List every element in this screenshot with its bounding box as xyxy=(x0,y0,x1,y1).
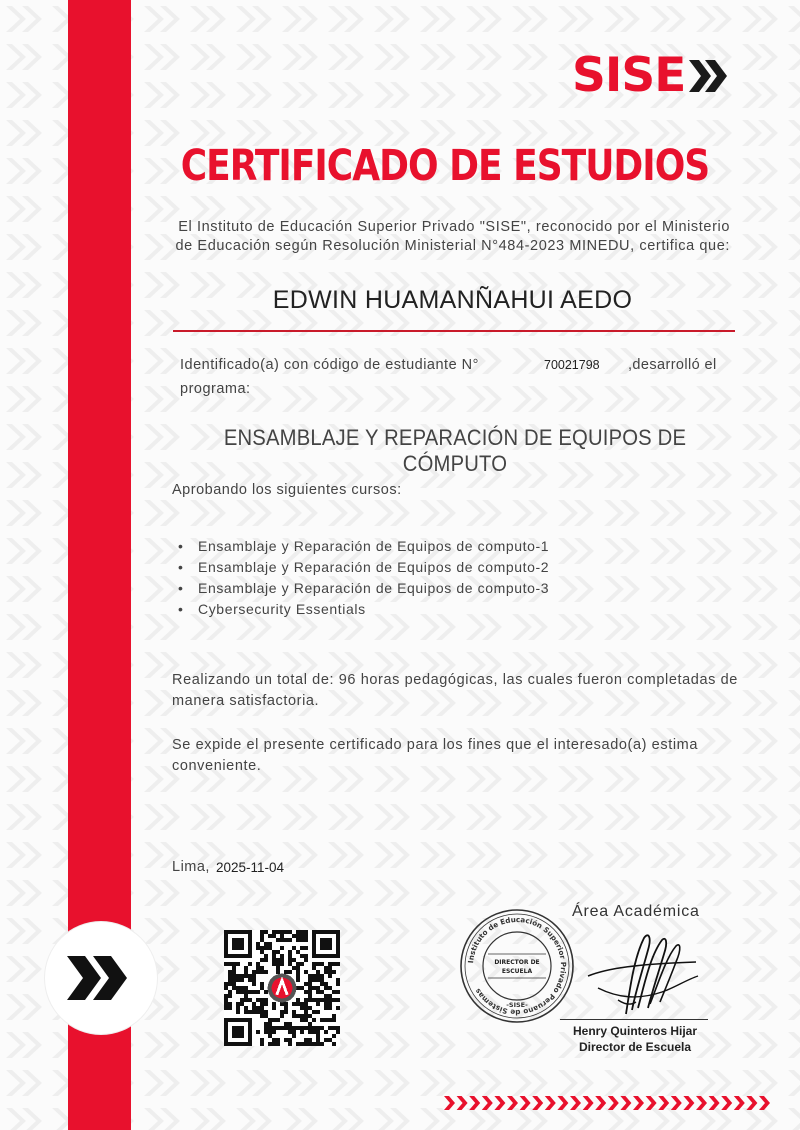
bullet: • xyxy=(178,559,184,575)
signature-line xyxy=(560,1019,708,1020)
intro-paragraph: El Instituto de Educación Superior Privado "SISE", reconocido por el Ministerio de Educación según Resolución Ministerial N°484-2023 MINEDU, certifica que: xyxy=(175,219,730,254)
signature-icon xyxy=(578,928,708,1020)
bullet: • xyxy=(178,580,184,596)
seal-stamp-icon xyxy=(458,907,576,1025)
course-name: Ensamblaje y Reparación de Equipos de computo-1 xyxy=(198,538,550,554)
list-item xyxy=(178,536,549,557)
issue-place: Lima, xyxy=(172,859,210,875)
list-item xyxy=(178,557,549,578)
list-item xyxy=(178,578,549,599)
issued-paragraph: Se expide el presente certificado para los fines que el interesado(a) estima conveniente. xyxy=(172,737,698,774)
qr-code-icon xyxy=(224,930,340,1046)
certificate-title: CERTIFICADO DE ESTUDIOS xyxy=(180,142,710,191)
list-item xyxy=(178,599,549,620)
name-underline xyxy=(173,330,735,332)
brand-badge xyxy=(45,922,157,1034)
seal-center-line1: DIRECTOR DE xyxy=(494,959,540,966)
logo-chevron-icon xyxy=(689,56,731,96)
signer-name: Henry Quinteros Hijar xyxy=(572,1024,698,1038)
student-name: EDWIN HUAMANÑAHUI AEDO xyxy=(272,286,633,314)
student-id-line2: programa: xyxy=(180,381,251,397)
logo-wordmark: SISE xyxy=(572,48,686,103)
student-id-suffix: ,desarrolló el xyxy=(628,357,717,373)
courses-intro: Aprobando los siguientes cursos: xyxy=(172,482,402,498)
sise-logo xyxy=(572,50,731,102)
course-name: Ensamblaje y Reparación de Equipos de computo-2 xyxy=(198,559,550,575)
bullet: • xyxy=(178,538,184,554)
chevron-double-icon xyxy=(67,948,137,1008)
course-name: Cybersecurity Essentials xyxy=(198,601,366,617)
seal-center-line2: ESCUELA xyxy=(501,968,533,975)
signature-area-label: Área Académica xyxy=(572,903,700,920)
seal-ring-text: Instituto de Educación Superior Privado Peruano de Sistemas xyxy=(466,914,569,1018)
signer-role: Director de Escuela xyxy=(578,1040,692,1054)
student-code: 70021798 xyxy=(544,358,600,372)
course-name: Ensamblaje y Reparación de Equipos de computo-3 xyxy=(198,580,550,596)
course-list xyxy=(178,536,549,620)
program-name: ENSAMBLAJE Y REPARACIÓN DE EQUIPOS DE CÓMPUTO xyxy=(223,425,687,476)
bottom-chevron-strip xyxy=(444,1094,776,1112)
issue-date: 2025-11-04 xyxy=(216,860,285,875)
bullet: • xyxy=(178,601,184,617)
seal-bottom-text: -SISE- xyxy=(506,1001,528,1009)
student-id-prefix: Identificado(a) con código de estudiante N° xyxy=(180,357,479,373)
hours-paragraph: Realizando un total de: 96 horas pedagógicas, las cuales fueron completadas de manera satisfactoria. xyxy=(172,672,738,709)
